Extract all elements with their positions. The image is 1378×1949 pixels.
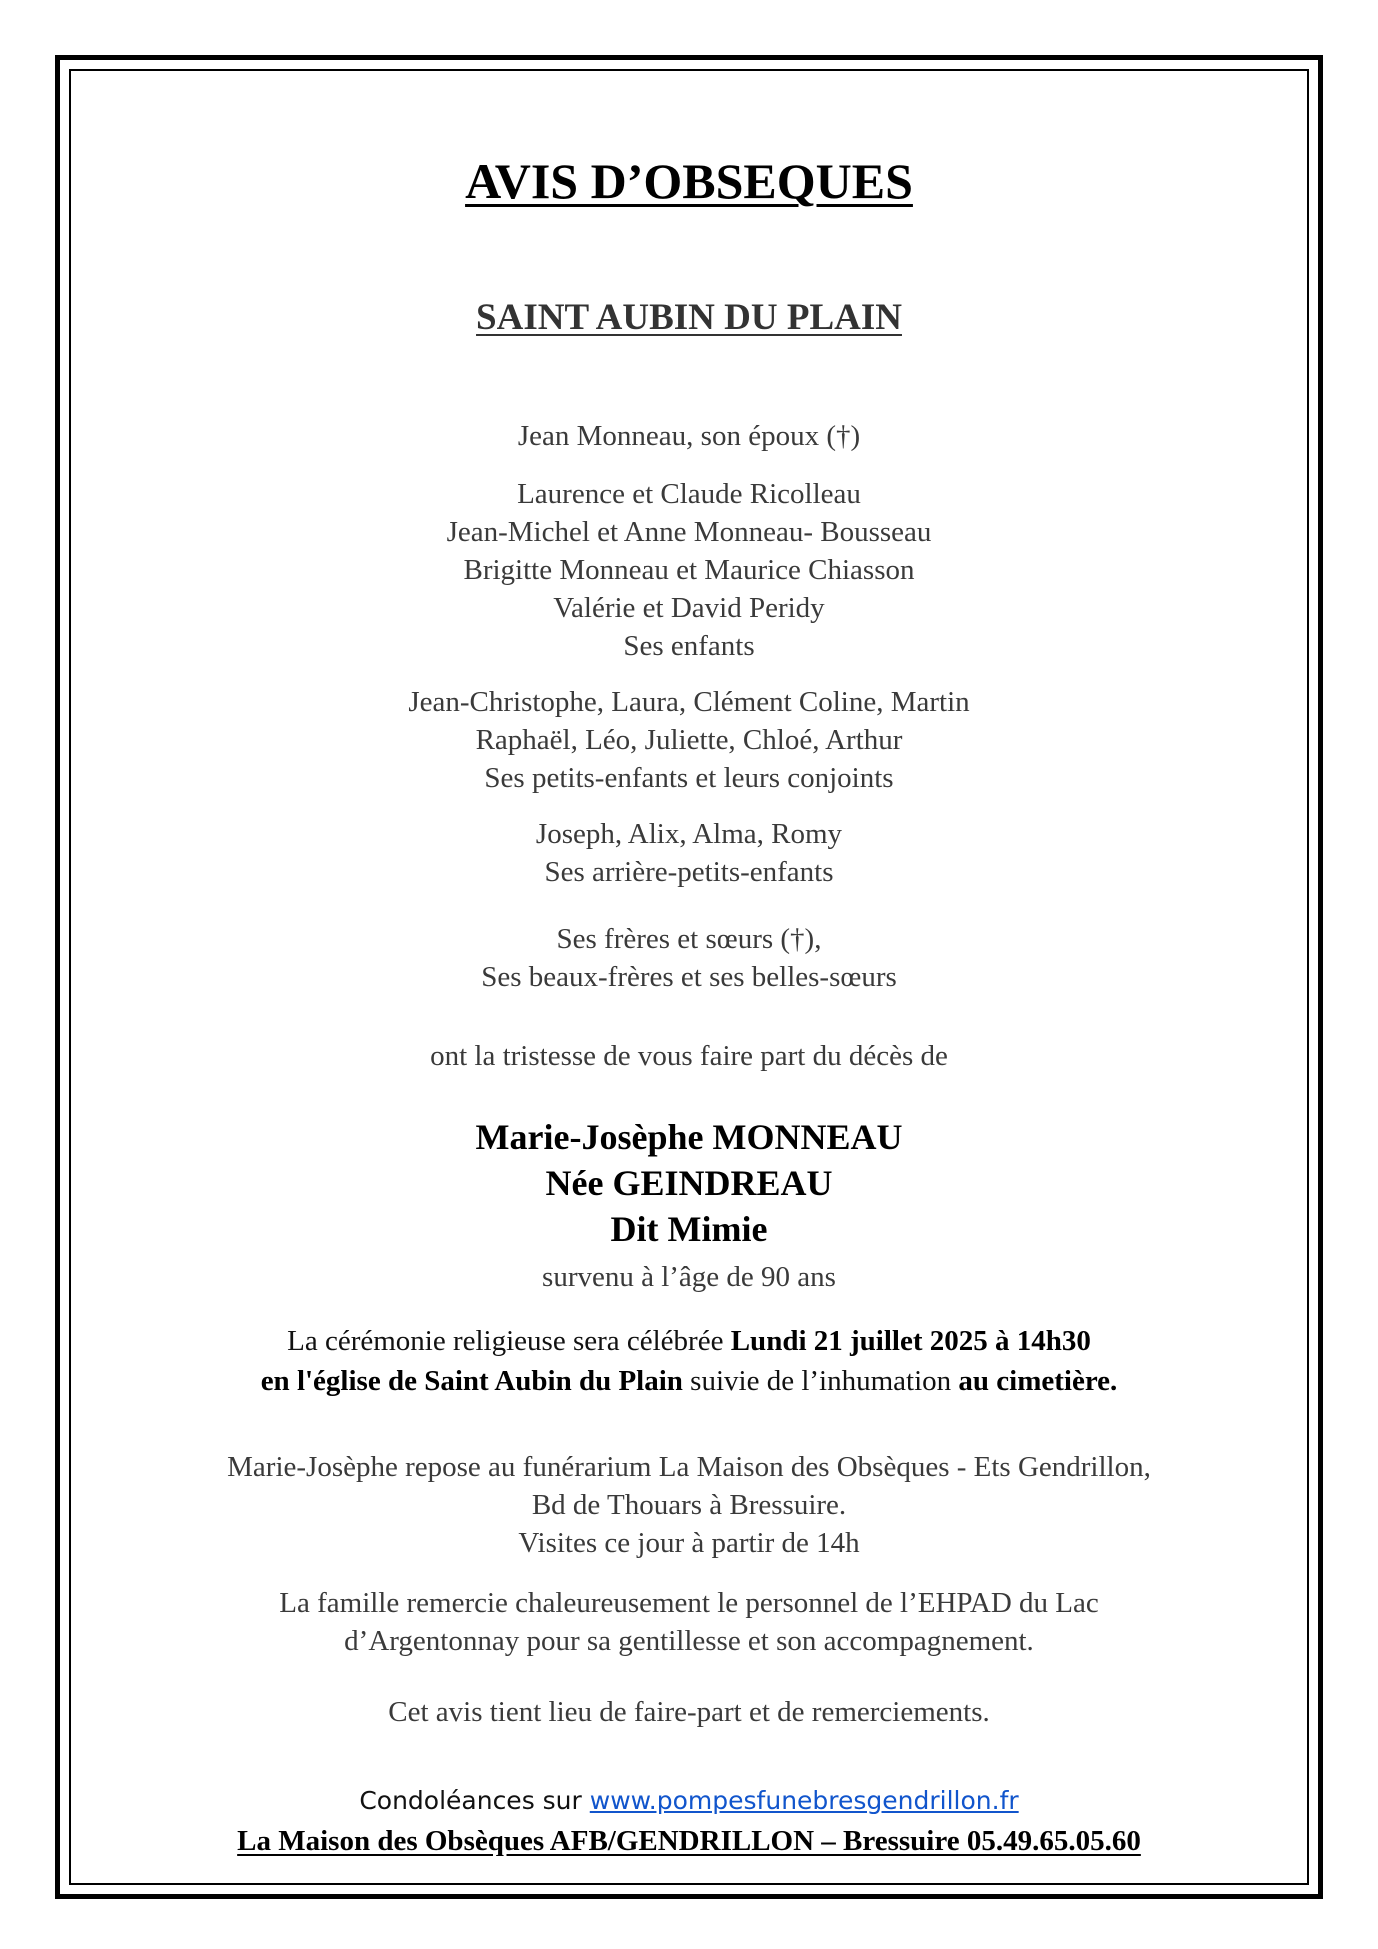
page-title: AVIS D’OBSEQUES: [465, 153, 913, 209]
siblings-line: Ses frères et sœurs (†),: [556, 923, 822, 955]
location-heading: SAINT AUBIN DU PLAIN: [476, 297, 902, 338]
thanks-line: d’Argentonnay pour sa gentillesse et son accompagnement.: [344, 1625, 1034, 1657]
ceremony-date: Lundi 21 juillet 2025 à 14h30: [730, 1325, 1091, 1357]
rest-block: [69, 1448, 1309, 1562]
thanks-block: [69, 1584, 1309, 1660]
footer-contact: La Maison des Obsèques AFB/GENDRILLON – Bressuire 05.49.65.05.60: [237, 1825, 1141, 1857]
deceased-block: [69, 1114, 1309, 1252]
child-name: Valérie et David Peridy: [553, 592, 825, 624]
grandchild-names: Jean-Christophe, Laura, Clément Coline, Martin: [408, 686, 970, 718]
notice-content: [69, 69, 1309, 1885]
children-label: Ses enfants: [623, 630, 755, 662]
child-name: Jean-Michel et Anne Monneau- Bousseau: [446, 516, 932, 548]
children-block: [69, 475, 1309, 665]
deceased-name: Marie-Josèphe MONNEAU: [475, 1117, 903, 1157]
visits-line: Visites ce jour à partir de 14h: [518, 1527, 860, 1559]
deceased-age: survenu à l’âge de 90 ans: [542, 1261, 836, 1293]
great-grandchildren-label: Ses arrière-petits-enfants: [544, 856, 834, 888]
rest-line: Marie-Josèphe repose au funérarium La Maison des Obsèques - Ets Gendrillon,: [227, 1451, 1151, 1483]
grandchild-names: Raphaël, Léo, Juliette, Chloé, Arthur: [475, 724, 903, 756]
great-grandchildren-block: [69, 815, 1309, 891]
condolences-prefix: Condoléances sur: [359, 1786, 590, 1815]
siblings-block: [69, 920, 1309, 996]
ceremony-place: en l'église de Saint Aubin du Plain: [260, 1365, 683, 1397]
condolences-line: [69, 1786, 1309, 1815]
grandchildren-block: [69, 683, 1309, 797]
in-laws-line: Ses beaux-frères et ses belles-sœurs: [481, 961, 897, 993]
thanks-line: La famille remercie chaleureusement le personnel de l’EHPAD du Lac: [279, 1587, 1099, 1619]
ceremony-line-2: [69, 1361, 1309, 1401]
rest-line: Bd de Thouars à Bressuire.: [531, 1489, 847, 1521]
deceased-nickname: Dit Mimie: [610, 1209, 768, 1249]
ceremony-line-1: [69, 1321, 1309, 1361]
notice-line: Cet avis tient lieu de faire-part et de remerciements.: [388, 1696, 990, 1728]
ceremony-block: [69, 1321, 1309, 1401]
child-name: Brigitte Monneau et Maurice Chiasson: [463, 554, 915, 586]
condolences-link[interactable]: www.pompesfunebresgendrillon.fr: [589, 1786, 1019, 1815]
announcement-line: ont la tristesse de vous faire part du décès de: [430, 1040, 948, 1072]
deceased-maiden-name: Née GEINDREAU: [545, 1163, 833, 1203]
spouse-line: Jean Monneau, son époux (†): [517, 420, 861, 452]
child-name: Laurence et Claude Ricolleau: [517, 478, 861, 510]
great-grandchild-names: Joseph, Alix, Alma, Romy: [535, 818, 843, 850]
ceremony-intro: La cérémonie religieuse sera célébrée: [287, 1325, 731, 1357]
ceremony-cemetery: au cimetière.: [958, 1365, 1118, 1397]
grandchildren-label: Ses petits-enfants et leurs conjoints: [484, 762, 894, 794]
ceremony-burial: suivie de l’inhumation: [682, 1365, 959, 1397]
